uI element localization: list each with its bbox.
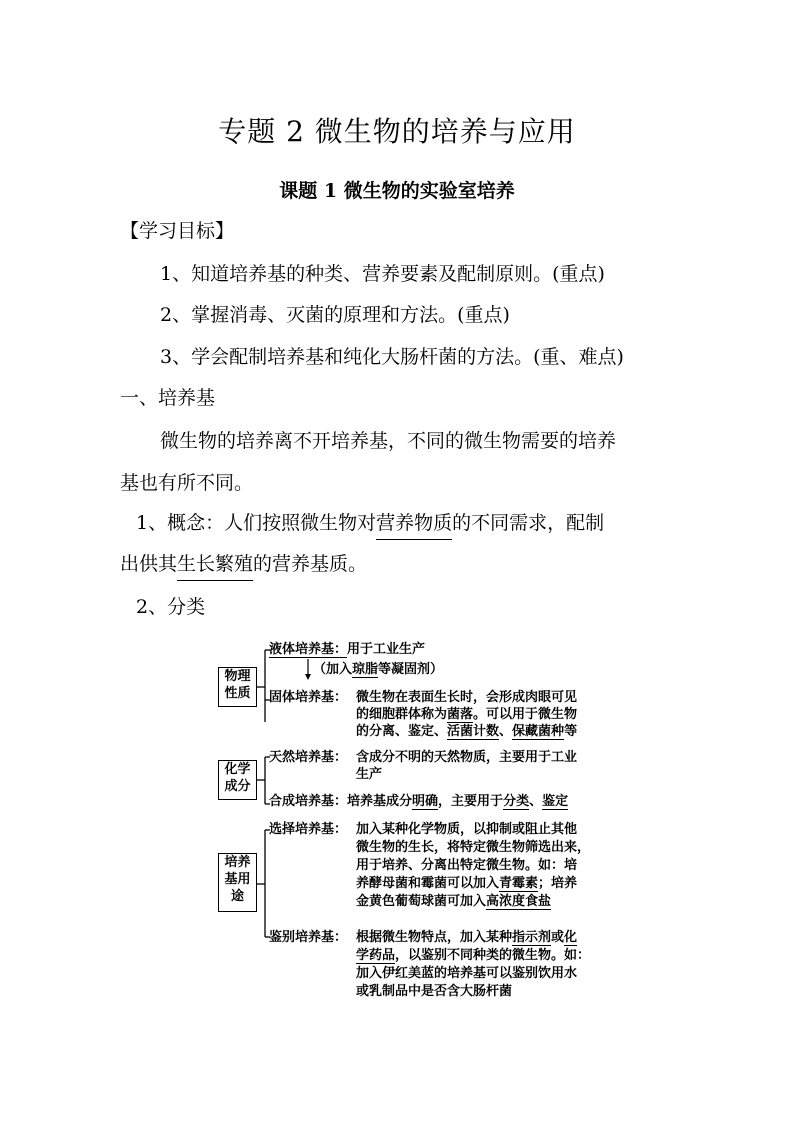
concept-blank-growth: 生长繁殖 <box>177 552 253 581</box>
lesson-subtitle: 课题 1 微生物的实验室培养 <box>279 180 515 202</box>
selective-medium-line-1: 加入某种化学物质，以抑制或阻止其他 <box>356 822 578 837</box>
natural-medium-line-1: 含成分不明的天然物质，主要用于工业 <box>356 750 578 765</box>
classification-diagram <box>215 637 615 1007</box>
concept-blank-nutrients: 营养物质 <box>376 511 452 540</box>
differential-medium-label: 鉴别培养基： <box>269 930 348 945</box>
concept-suffix: 的营养基质。 <box>253 553 368 575</box>
medium-usage-box: 培养 基用 途 <box>218 853 257 912</box>
selective-medium-line-3: 用于培养、分离出特定微生物。如：培 <box>356 858 578 873</box>
concept-middle: 的不同需求，配制 <box>452 512 605 534</box>
objectives-heading: 【学习目标】 <box>120 220 235 242</box>
solid-medium-line-2: 的细胞群体称为菌落。可以用于微生物 <box>356 707 578 722</box>
differential-medium-line-4: 或乳制品中是否含大肠杆菌 <box>356 984 513 999</box>
synthetic-medium-row: 合成培养基：培养基成分明确，主要用于分类、鉴定 <box>269 794 569 809</box>
objective-item-3: 3、学会配制培养基和纯化大肠杆菌的方法。(重、难点) <box>160 346 624 368</box>
differential-medium-line-2: 学药品，以鉴别不同种类的微生物。如： <box>356 948 591 963</box>
concept-line-1 <box>136 511 604 540</box>
natural-medium-label: 天然培养基： <box>269 750 348 765</box>
classify-heading: 2、分类 <box>136 596 206 618</box>
liquid-medium-label: 液体培养基： <box>269 642 348 657</box>
solid-medium-label: 固体培养基： <box>269 690 348 705</box>
objective-item-2: 2、掌握消毒、灭菌的原理和方法。(重点) <box>160 304 510 326</box>
differential-medium-line-3: 加入伊红美蓝的培养基可以鉴别饮用水 <box>356 966 578 981</box>
solid-medium-line-1: 微生物在表面生长时，会形成肉眼可见 <box>356 690 578 705</box>
liquid-medium-row: 液体培养基：用于工业生产 <box>269 642 426 657</box>
selective-medium-label: 选择培养基： <box>269 822 348 837</box>
differential-medium-line-1: 根据微生物特点，加入某种指示剂或化 <box>356 930 578 945</box>
objective-item-1: 1、知道培养基的种类、营养要素及配制原则。(重点) <box>160 263 605 285</box>
concept-prefix: 1、概念：人们按照微生物对 <box>136 512 377 534</box>
selective-medium-line-2: 微生物的生长，将特定微生物筛选出来， <box>356 840 591 855</box>
concept-line2-prefix: 出供其 <box>120 553 178 575</box>
concept-line-2 <box>120 552 367 581</box>
intro-line-1: 微生物的培养离不开培养基，不同的微生物需要的培养 <box>160 430 617 452</box>
natural-medium-line-2: 生产 <box>356 767 383 782</box>
chemical-composition-box: 化学 成分 <box>218 760 257 800</box>
intro-line-2: 基也有所不同。 <box>120 472 254 494</box>
page-title: 专题 2 微生物的培养与应用 <box>218 115 576 148</box>
section-heading-medium: 一、培养基 <box>120 387 216 409</box>
agar-note: （加入琼脂等凝固剂） <box>313 662 444 677</box>
selective-medium-line-5: 金黄色葡萄球菌可加入高浓度食盐 <box>356 894 552 909</box>
physical-property-box: 物理 性质 <box>218 667 257 707</box>
solid-medium-line-3: 的分离、鉴定、活菌计数、保藏菌种等 <box>356 724 578 739</box>
selective-medium-line-4: 养酵母菌和霉菌可以加入青霉素；培养 <box>356 876 578 891</box>
